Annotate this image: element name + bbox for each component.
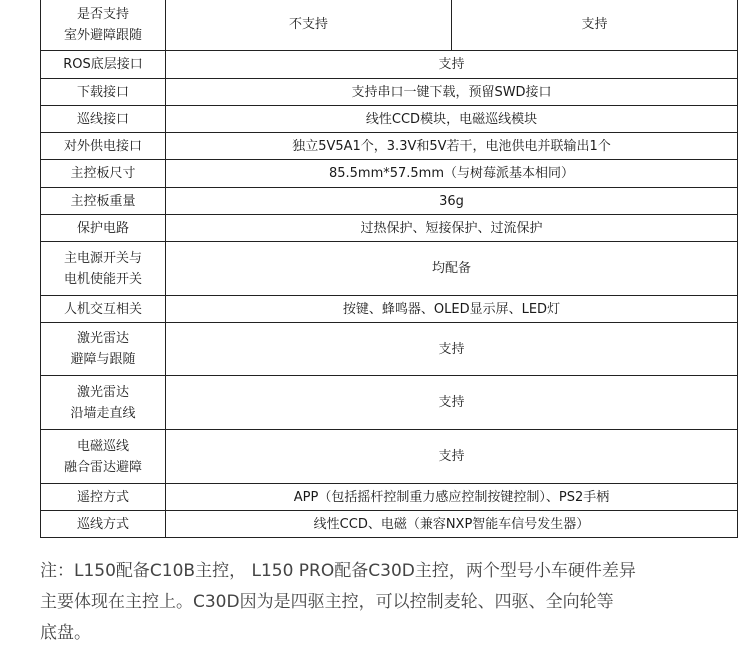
table-row xyxy=(41,133,738,160)
row-value: 不支持 xyxy=(166,0,452,51)
row-label xyxy=(41,323,166,376)
row-value: 支持串口一键下载，预留SWD接口 xyxy=(166,79,738,106)
table-row xyxy=(41,106,738,133)
row-label xyxy=(41,376,166,430)
row-label-line: 沿墙走直线 xyxy=(70,405,136,421)
table-row xyxy=(41,430,738,484)
row-label xyxy=(41,106,166,133)
row-label-line: ROS底层接口 xyxy=(63,57,143,72)
row-label xyxy=(41,296,166,323)
row-label-line: 对外供电接口 xyxy=(63,138,142,154)
table-row xyxy=(41,323,738,376)
row-label xyxy=(41,430,166,484)
row-value: 支持 xyxy=(452,0,738,51)
row-label xyxy=(41,484,166,511)
row-label xyxy=(41,215,166,242)
row-label-line: 主控板重量 xyxy=(70,193,136,209)
row-value: 支持 xyxy=(166,51,738,79)
row-label xyxy=(41,511,166,538)
row-label xyxy=(41,242,166,296)
row-value: 过热保护、短接保护、过流保护 xyxy=(166,215,738,242)
row-value: 按键、蜂鸣器、OLED显示屏、LED灯 xyxy=(166,296,738,323)
row-value: 支持 xyxy=(166,430,738,484)
row-label-line: 主电源开关与 xyxy=(63,250,142,266)
row-value: 均配备 xyxy=(166,242,738,296)
row-label-line: 激光雷达 xyxy=(76,331,129,346)
row-label-line: 主控板尺寸 xyxy=(70,166,136,181)
row-value: 独立5V5A1个，3.3V和5V若干，电池供电并联输出1个 xyxy=(166,133,738,160)
row-label-line: 是否支持 xyxy=(76,6,129,22)
row-label-line: 人机交互相关 xyxy=(63,301,142,317)
row-value: 85.5mm*57.5mm（与树莓派基本相同） xyxy=(166,160,738,188)
footnote-line: 底盘。 xyxy=(40,623,91,643)
footnote-line: 主要体现在主控上。C30D因为是四驱主控，可以控制麦轮、四驱、全向轮等 xyxy=(40,592,614,612)
table-row xyxy=(41,511,738,538)
row-label-line: 室外避障跟随 xyxy=(63,27,142,43)
table-row xyxy=(41,484,738,511)
row-label-line: 电磁巡线 xyxy=(76,438,129,454)
row-label-line: 巡线方式 xyxy=(76,516,129,532)
table-row xyxy=(41,188,738,215)
row-label xyxy=(41,0,166,51)
row-label xyxy=(41,51,166,79)
row-value: 线性CCD、电磁（兼容NXP智能车信号发生器） xyxy=(166,511,738,538)
row-label-line: 遥控方式 xyxy=(76,489,129,505)
spec-table-body xyxy=(41,0,738,538)
row-label xyxy=(41,79,166,106)
table-row xyxy=(41,0,738,51)
table-row xyxy=(41,215,738,242)
row-label-line: 保护电路 xyxy=(76,220,129,236)
table-row xyxy=(41,242,738,296)
row-label-line: 激光雷达 xyxy=(76,384,129,400)
row-label-line: 避障与跟随 xyxy=(70,352,136,367)
spec-table xyxy=(40,0,738,538)
row-value: 支持 xyxy=(166,376,738,430)
table-row xyxy=(41,51,738,79)
row-value: 支持 xyxy=(166,323,738,376)
footnote xyxy=(40,556,720,649)
row-label-line: 电机使能开关 xyxy=(63,271,142,287)
row-label-line: 巡线接口 xyxy=(76,111,129,127)
table-row xyxy=(41,79,738,106)
row-value: APP（包括摇杆控制重力感应控制按键控制）、PS2手柄 xyxy=(166,484,738,511)
row-label xyxy=(41,160,166,188)
row-label-line: 融合雷达避障 xyxy=(63,459,142,475)
row-label xyxy=(41,188,166,215)
table-row xyxy=(41,160,738,188)
row-value: 36g xyxy=(166,188,738,215)
row-value: 线性CCD模块，电磁巡线模块 xyxy=(166,106,738,133)
row-label xyxy=(41,133,166,160)
table-row xyxy=(41,296,738,323)
footnote-line: 注：L150配备C10B主控， L150 PRO配备C30D主控，两个型号小车硬件差异 xyxy=(40,561,636,581)
row-label-line: 下载接口 xyxy=(76,84,129,100)
table-row xyxy=(41,376,738,430)
